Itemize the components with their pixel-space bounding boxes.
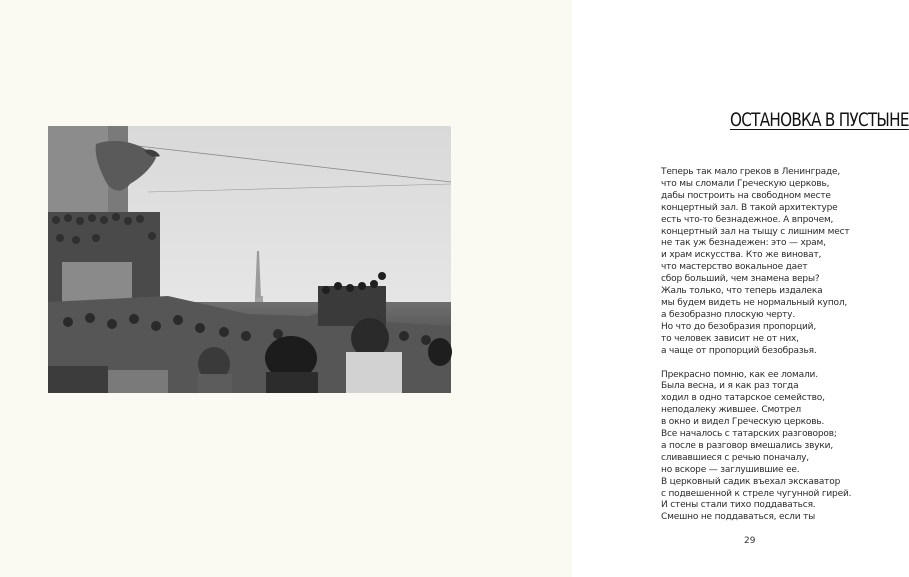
poem-line: есть что-то безнадежное. А впрочем, — [661, 214, 834, 225]
poem-line: Прекрасно помню, как ее ломали. — [661, 369, 818, 380]
poem-stanza-2 — [661, 370, 883, 525]
poem-line: Но что до безобразия пропорций, — [661, 321, 817, 332]
poem-text — [661, 167, 883, 524]
poem-line: в окно и видел Греческую церковь. — [661, 417, 825, 428]
poem-line: Была весна, и я как раз тогда — [661, 381, 799, 392]
poem-line: не так уж безнадежен: это — храм, — [661, 238, 826, 249]
poem-line: а чаще от пропорций безобразья. — [661, 345, 817, 356]
crowd-photo — [48, 126, 451, 393]
poem-line: а безобразно плоскую черту. — [661, 309, 795, 320]
poem-line: Теперь так мало греков в Ленинграде, — [661, 167, 841, 177]
page-number: 29 — [744, 536, 756, 546]
poem-line: то человек зависит не от них, — [661, 333, 799, 344]
poem-line: дабы построить на свободном месте — [661, 190, 831, 201]
poem-line: а после в разговор вмешались звуки, — [661, 440, 834, 451]
poem-line: сбор больший, чем знамена веры? — [661, 274, 820, 285]
poem-line: В церковный садик въехал экскаватор — [661, 476, 841, 487]
poem-line: но вскоре — заглушившие ее. — [661, 464, 800, 475]
poem-line: концертный зал. В такой архитектуре — [661, 202, 838, 213]
chapter-title: ОСТАНОВКА В ПУСТЫНЕ — [730, 109, 909, 131]
poem-line: что мастерство вокальное дает — [661, 262, 808, 273]
poem-line: Смешно не поддаваться, если ты — [661, 512, 816, 523]
poem-line: концертный зал на тыщу с лишним мест — [661, 226, 850, 237]
poem-line: И стены стали тихо поддаваться. — [661, 500, 816, 511]
poem-line: мы будем видеть не нормальный купол, — [661, 297, 848, 308]
poem-stanza-1 — [661, 167, 883, 358]
poem-line: Все началось с татарских разговоров; — [661, 429, 837, 440]
poem-line: ходил в одно татарское семейство, — [661, 393, 825, 404]
poem-line: Жаль только, что теперь издалека — [661, 286, 823, 297]
poem-line: с подвешенной к стреле чугунной гирей. — [661, 488, 852, 499]
poem-line: сливавшиеся с речью поначалу, — [661, 452, 809, 463]
poem-line: что мы сломали Греческую церковь, — [661, 178, 830, 189]
poem-line: и храм искусства. Кто же виноват, — [661, 250, 822, 261]
poem-line: неподалеку жившее. Смотрел — [661, 405, 801, 416]
